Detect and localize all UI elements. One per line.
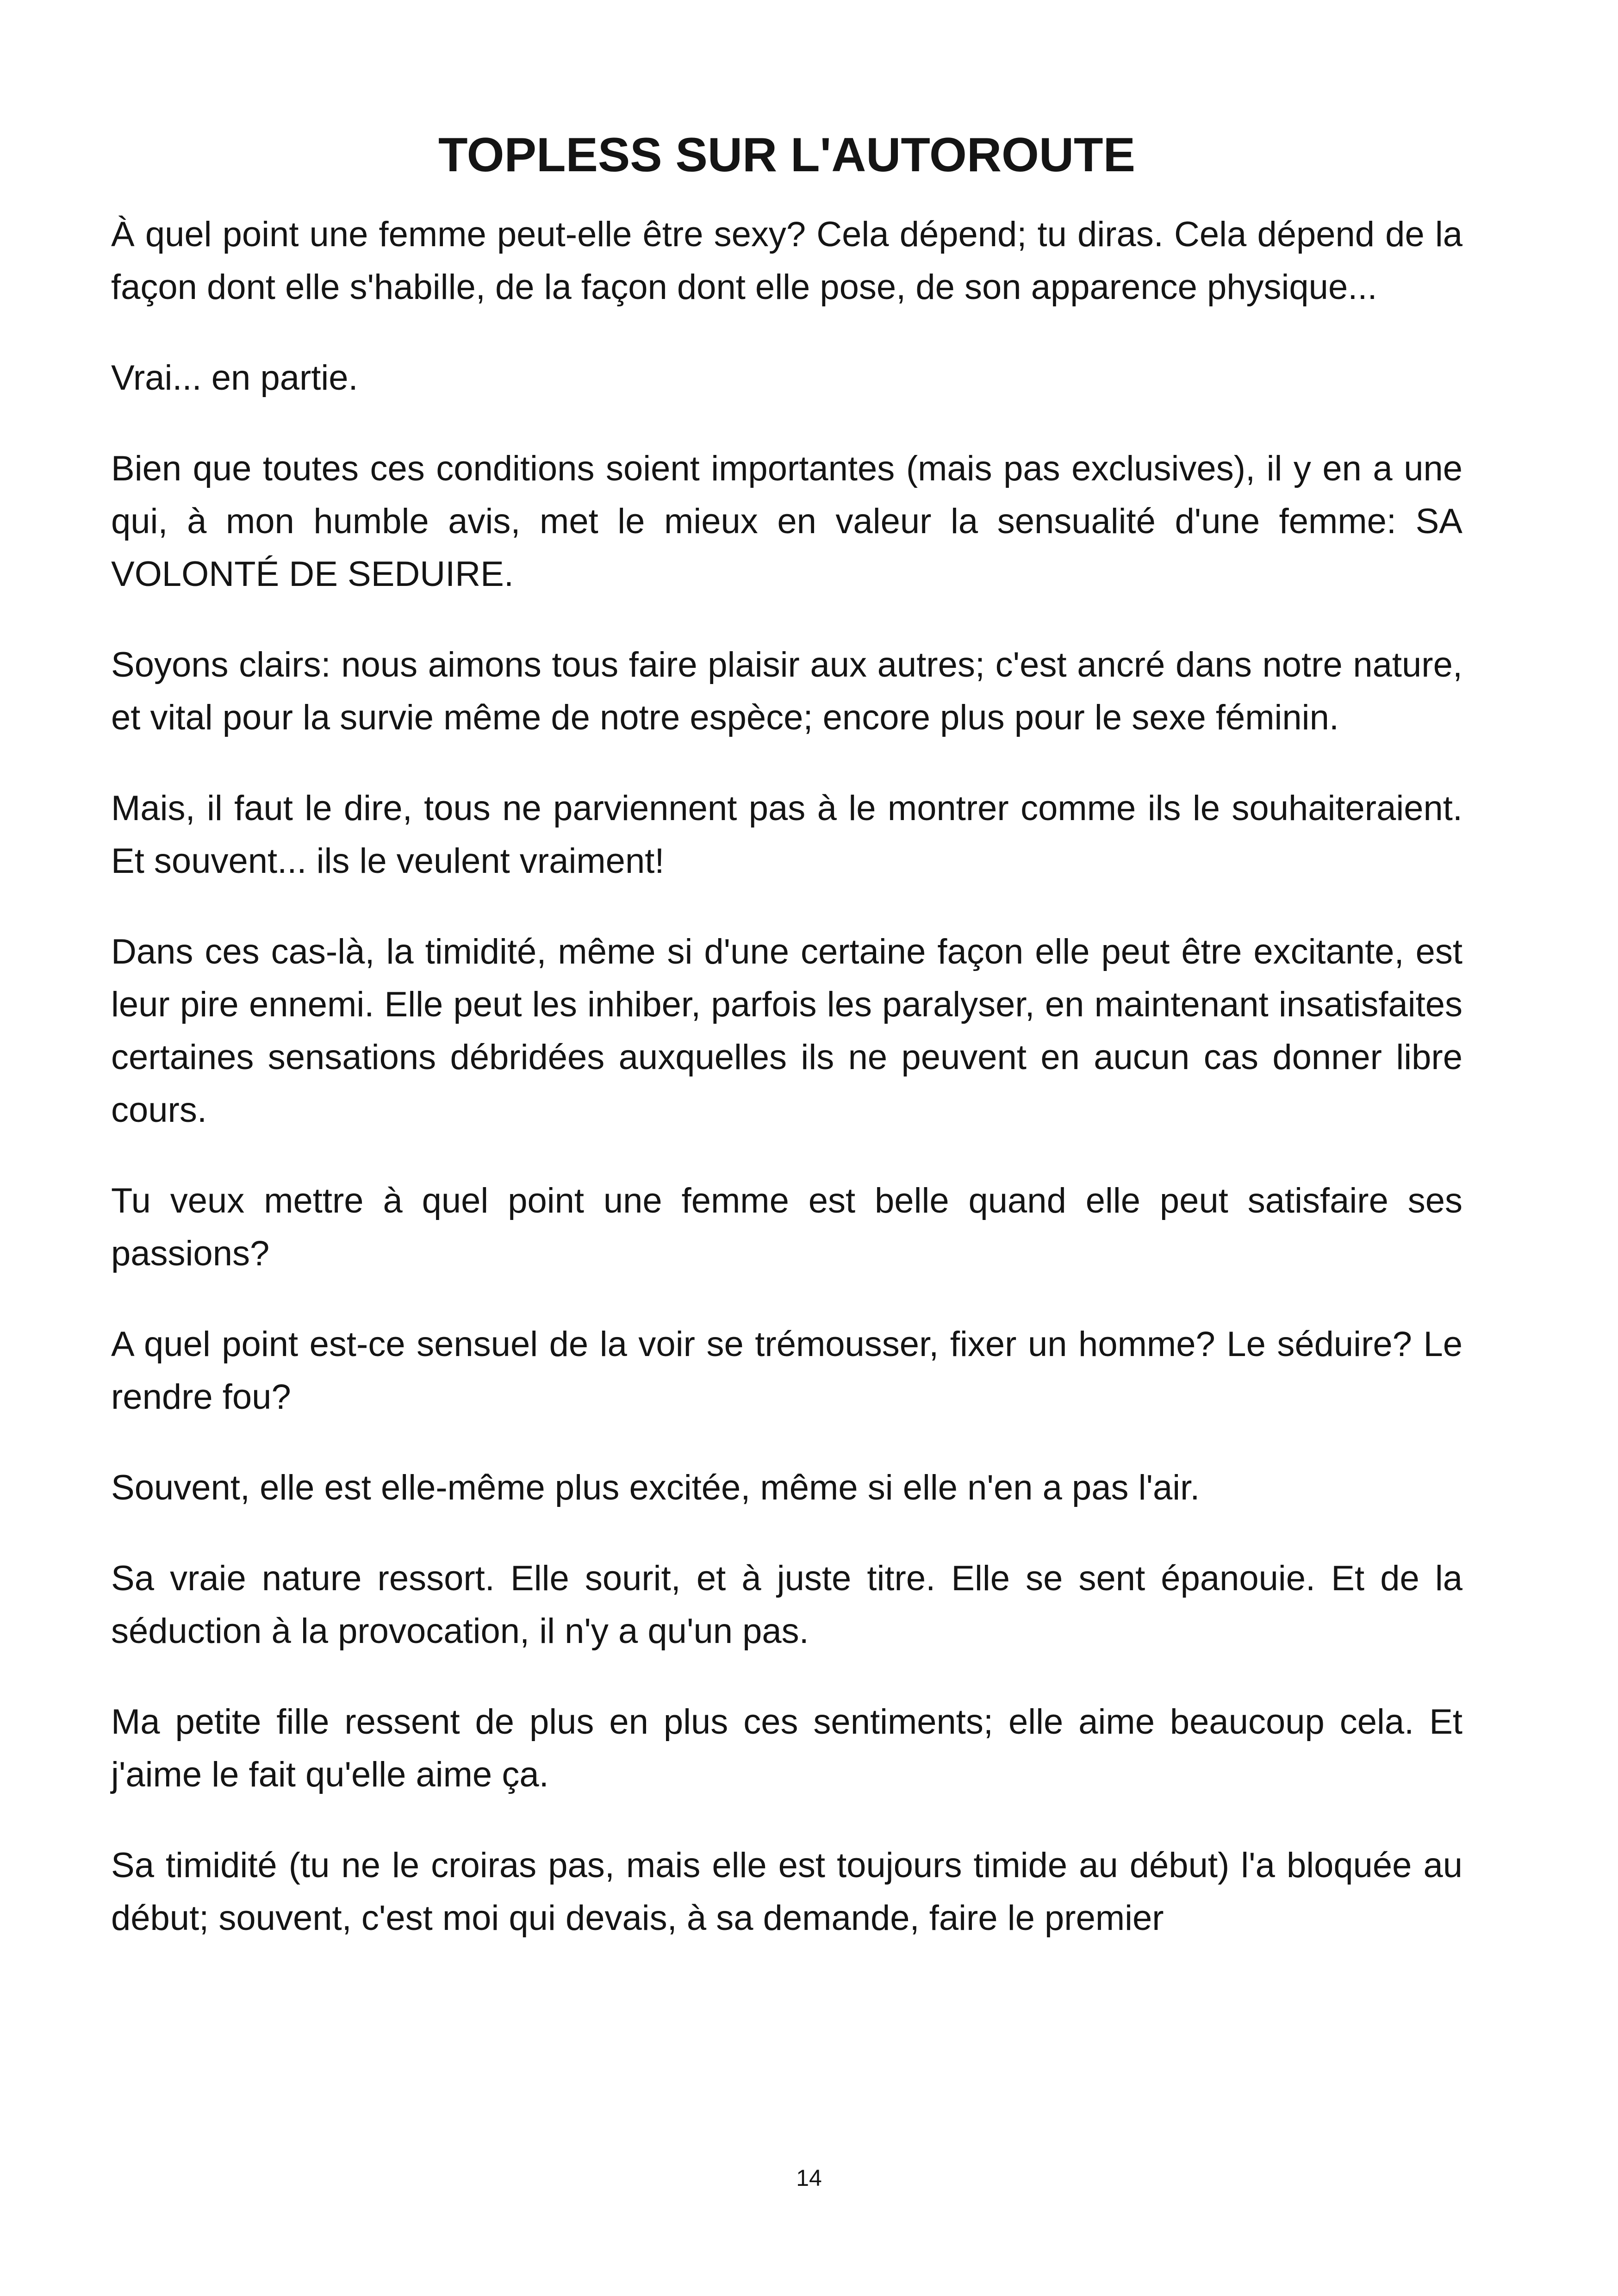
paragraph-2: Vrai... en partie. [111, 358, 358, 398]
paragraph-8: A quel point est-ce sensuel de la voir se trémousser, fixer un homme? Le séduire? Le rendre fou? [111, 1325, 1462, 1417]
paragraph-12: Sa timidité (tu ne le croiras pas, mais elle est toujours timide au début) l'a bloquée au début; souvent, c'est moi qui devais, à sa demande, faire le premier [111, 1846, 1462, 1938]
paragraph-7: Tu veux mettre à quel point une femme est belle quand elle peut satisfaire ses passions? [111, 1181, 1462, 1273]
body-text [111, 208, 1462, 1983]
page-title: TOPLESS SUR L'AUTOROUTE [438, 128, 1135, 182]
page-number: 14 [796, 2165, 822, 2191]
paragraph-3: Bien que toutes ces conditions soient importantes (mais pas exclusives), il y en a une qui, à mon humble avis, met le mieux en valeur la sensualité d'une femme: SA VOLONTÉ DE SEDUIRE. [111, 449, 1462, 594]
paragraph-9: Souvent, elle est elle-même plus excitée, même si elle n'en a pas l'air. [111, 1468, 1200, 1507]
paragraph-6: Dans ces cas-là, la timidité, même si d'une certaine façon elle peut être excitante, est leur pire ennemi. Elle peut les inhiber, parfois les paralyser, en maintenant insatisfaites certaines sensations débridées auxquelles ils ne peuvent en aucun cas donner libre cours. [111, 932, 1462, 1130]
paragraph-1: À quel point une femme peut-elle être sexy? Cela dépend; tu diras. Cela dépend de la façon dont elle s'habille, de la façon dont elle pose, de son apparence physique... [111, 215, 1462, 307]
paragraph-4: Soyons clairs: nous aimons tous faire plaisir aux autres; c'est ancré dans notre nature, et vital pour la survie même de notre espèce; encore plus pour le sexe féminin. [111, 645, 1462, 737]
paragraph-10: Sa vraie nature ressort. Elle sourit, et à juste titre. Elle se sent épanouie. Et de la séduction à la provocation, il n'y a qu'un pas. [111, 1559, 1462, 1651]
paragraph-5: Mais, il faut le dire, tous ne parviennent pas à le montrer comme ils le souhaiteraient. Et souvent... ils le veulent vraiment! [111, 789, 1462, 881]
paragraph-11: Ma petite fille ressent de plus en plus ces sentiments; elle aime beaucoup cela. Et j'aime le fait qu'elle aime ça. [111, 1702, 1462, 1794]
